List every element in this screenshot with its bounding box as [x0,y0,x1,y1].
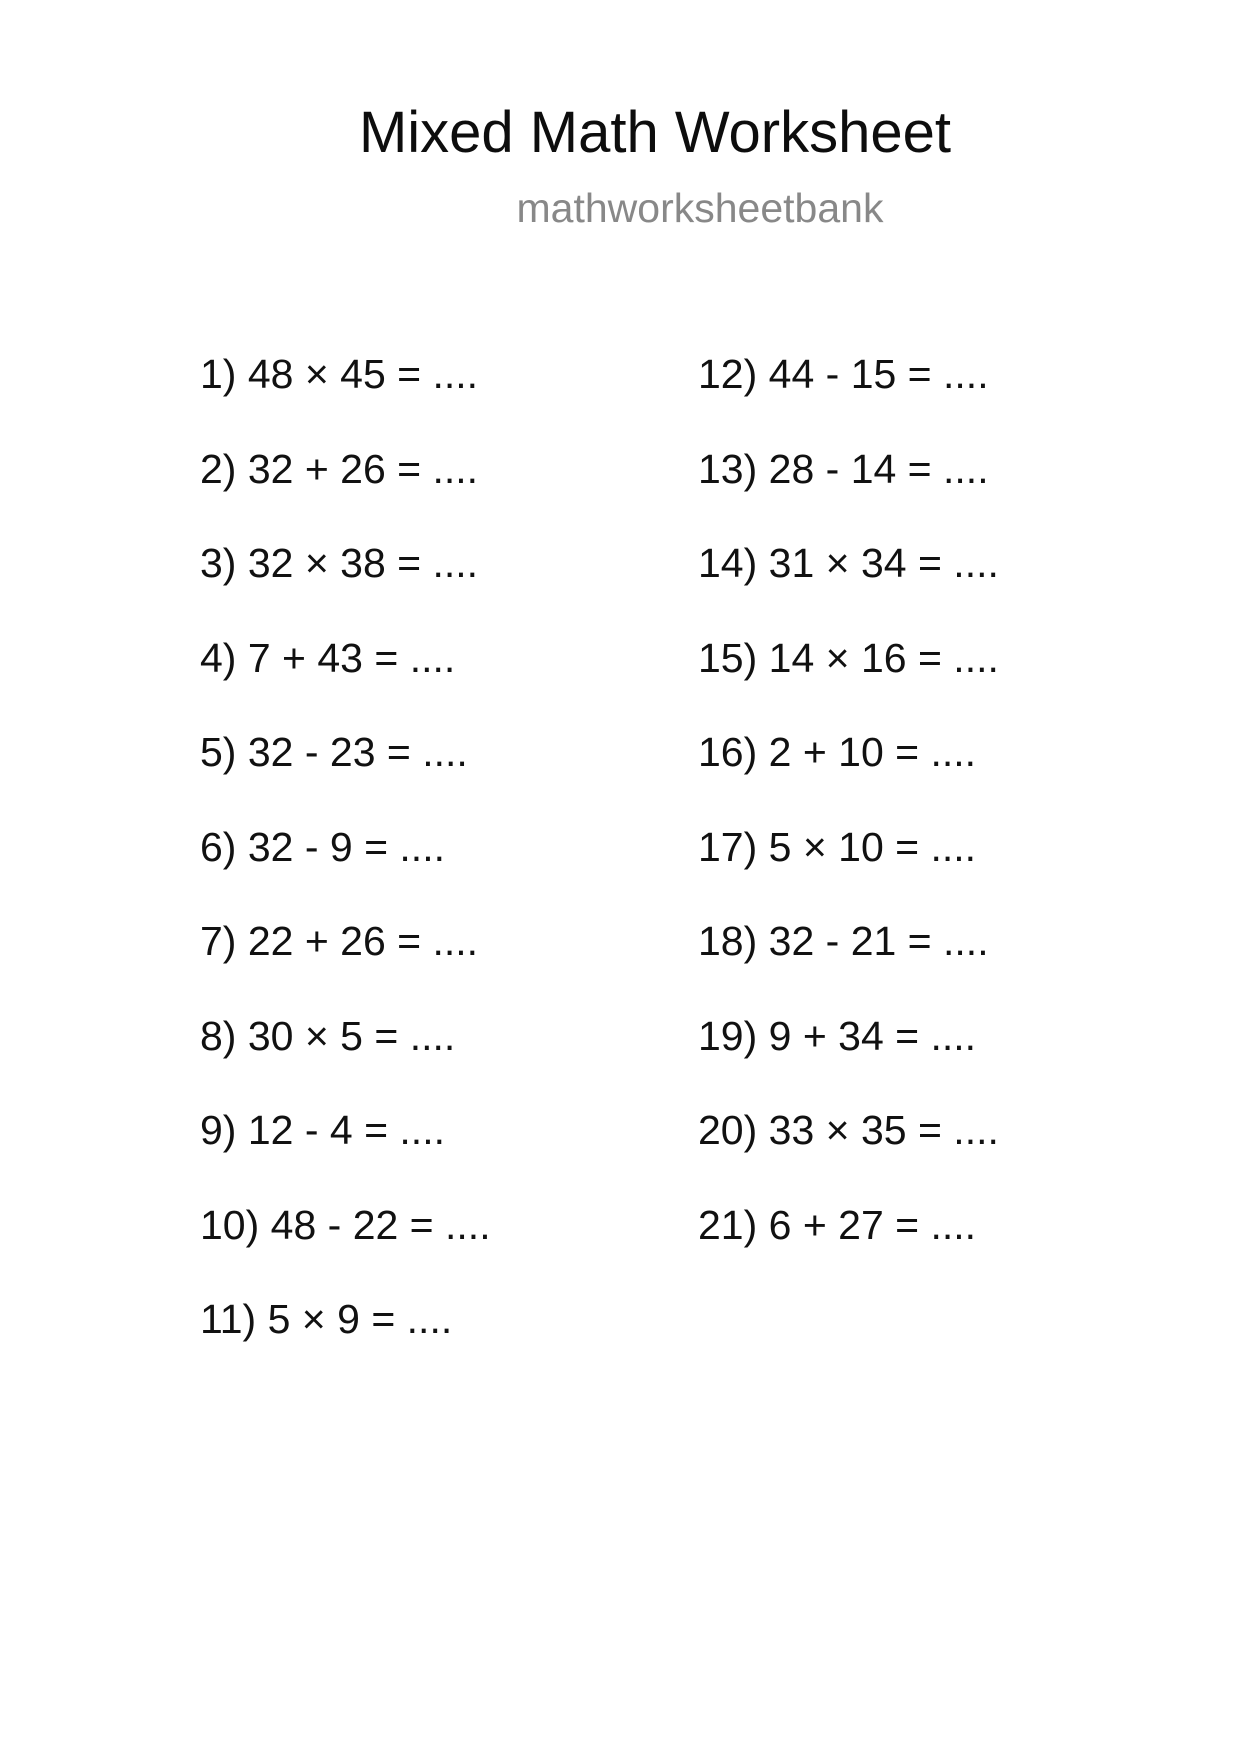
problem-11: 11) 5 × 9 = .... [200,1296,453,1342]
problem-17: 17) 5 × 10 = .... [698,823,977,870]
problem-19: 19) 9 + 34 = .... [698,1012,977,1059]
problem-5: 5) 32 - 23 = .... [200,729,468,775]
problem-12: 12) 44 - 15 = .... [698,351,989,397]
worksheet-subtitle: mathworksheetbank [516,185,884,231]
problem-15: 15) 14 × 16 = .... [698,634,999,681]
problem-16: 16) 2 + 10 = .... [698,729,977,775]
problem-14: 14) 31 × 34 = .... [698,540,999,586]
worksheet-title: Mixed Math Worksheet [358,100,952,165]
problem-8: 8) 30 × 5 = .... [200,1012,456,1059]
problem-1: 1) 48 × 45 = .... [200,351,479,397]
problem-4: 4) 7 + 43 = .... [200,634,456,681]
problem-18: 18) 32 - 21 = .... [698,918,989,964]
problem-9: 9) 12 - 4 = .... [200,1107,445,1153]
problem-column-right [698,348,999,1293]
problem-3: 3) 32 × 38 = .... [200,540,479,586]
problem-6: 6) 32 - 9 = .... [200,823,445,870]
problem-20: 20) 33 × 35 = .... [698,1107,999,1153]
problem-21: 21) 6 + 27 = .... [698,1201,977,1248]
problem-7: 7) 22 + 26 = .... [200,918,479,964]
problem-2: 2) 32 + 26 = .... [200,445,479,492]
problem-13: 13) 28 - 14 = .... [698,445,989,492]
problem-column-left [200,348,491,1388]
problem-10: 10) 48 - 22 = .... [200,1201,491,1248]
